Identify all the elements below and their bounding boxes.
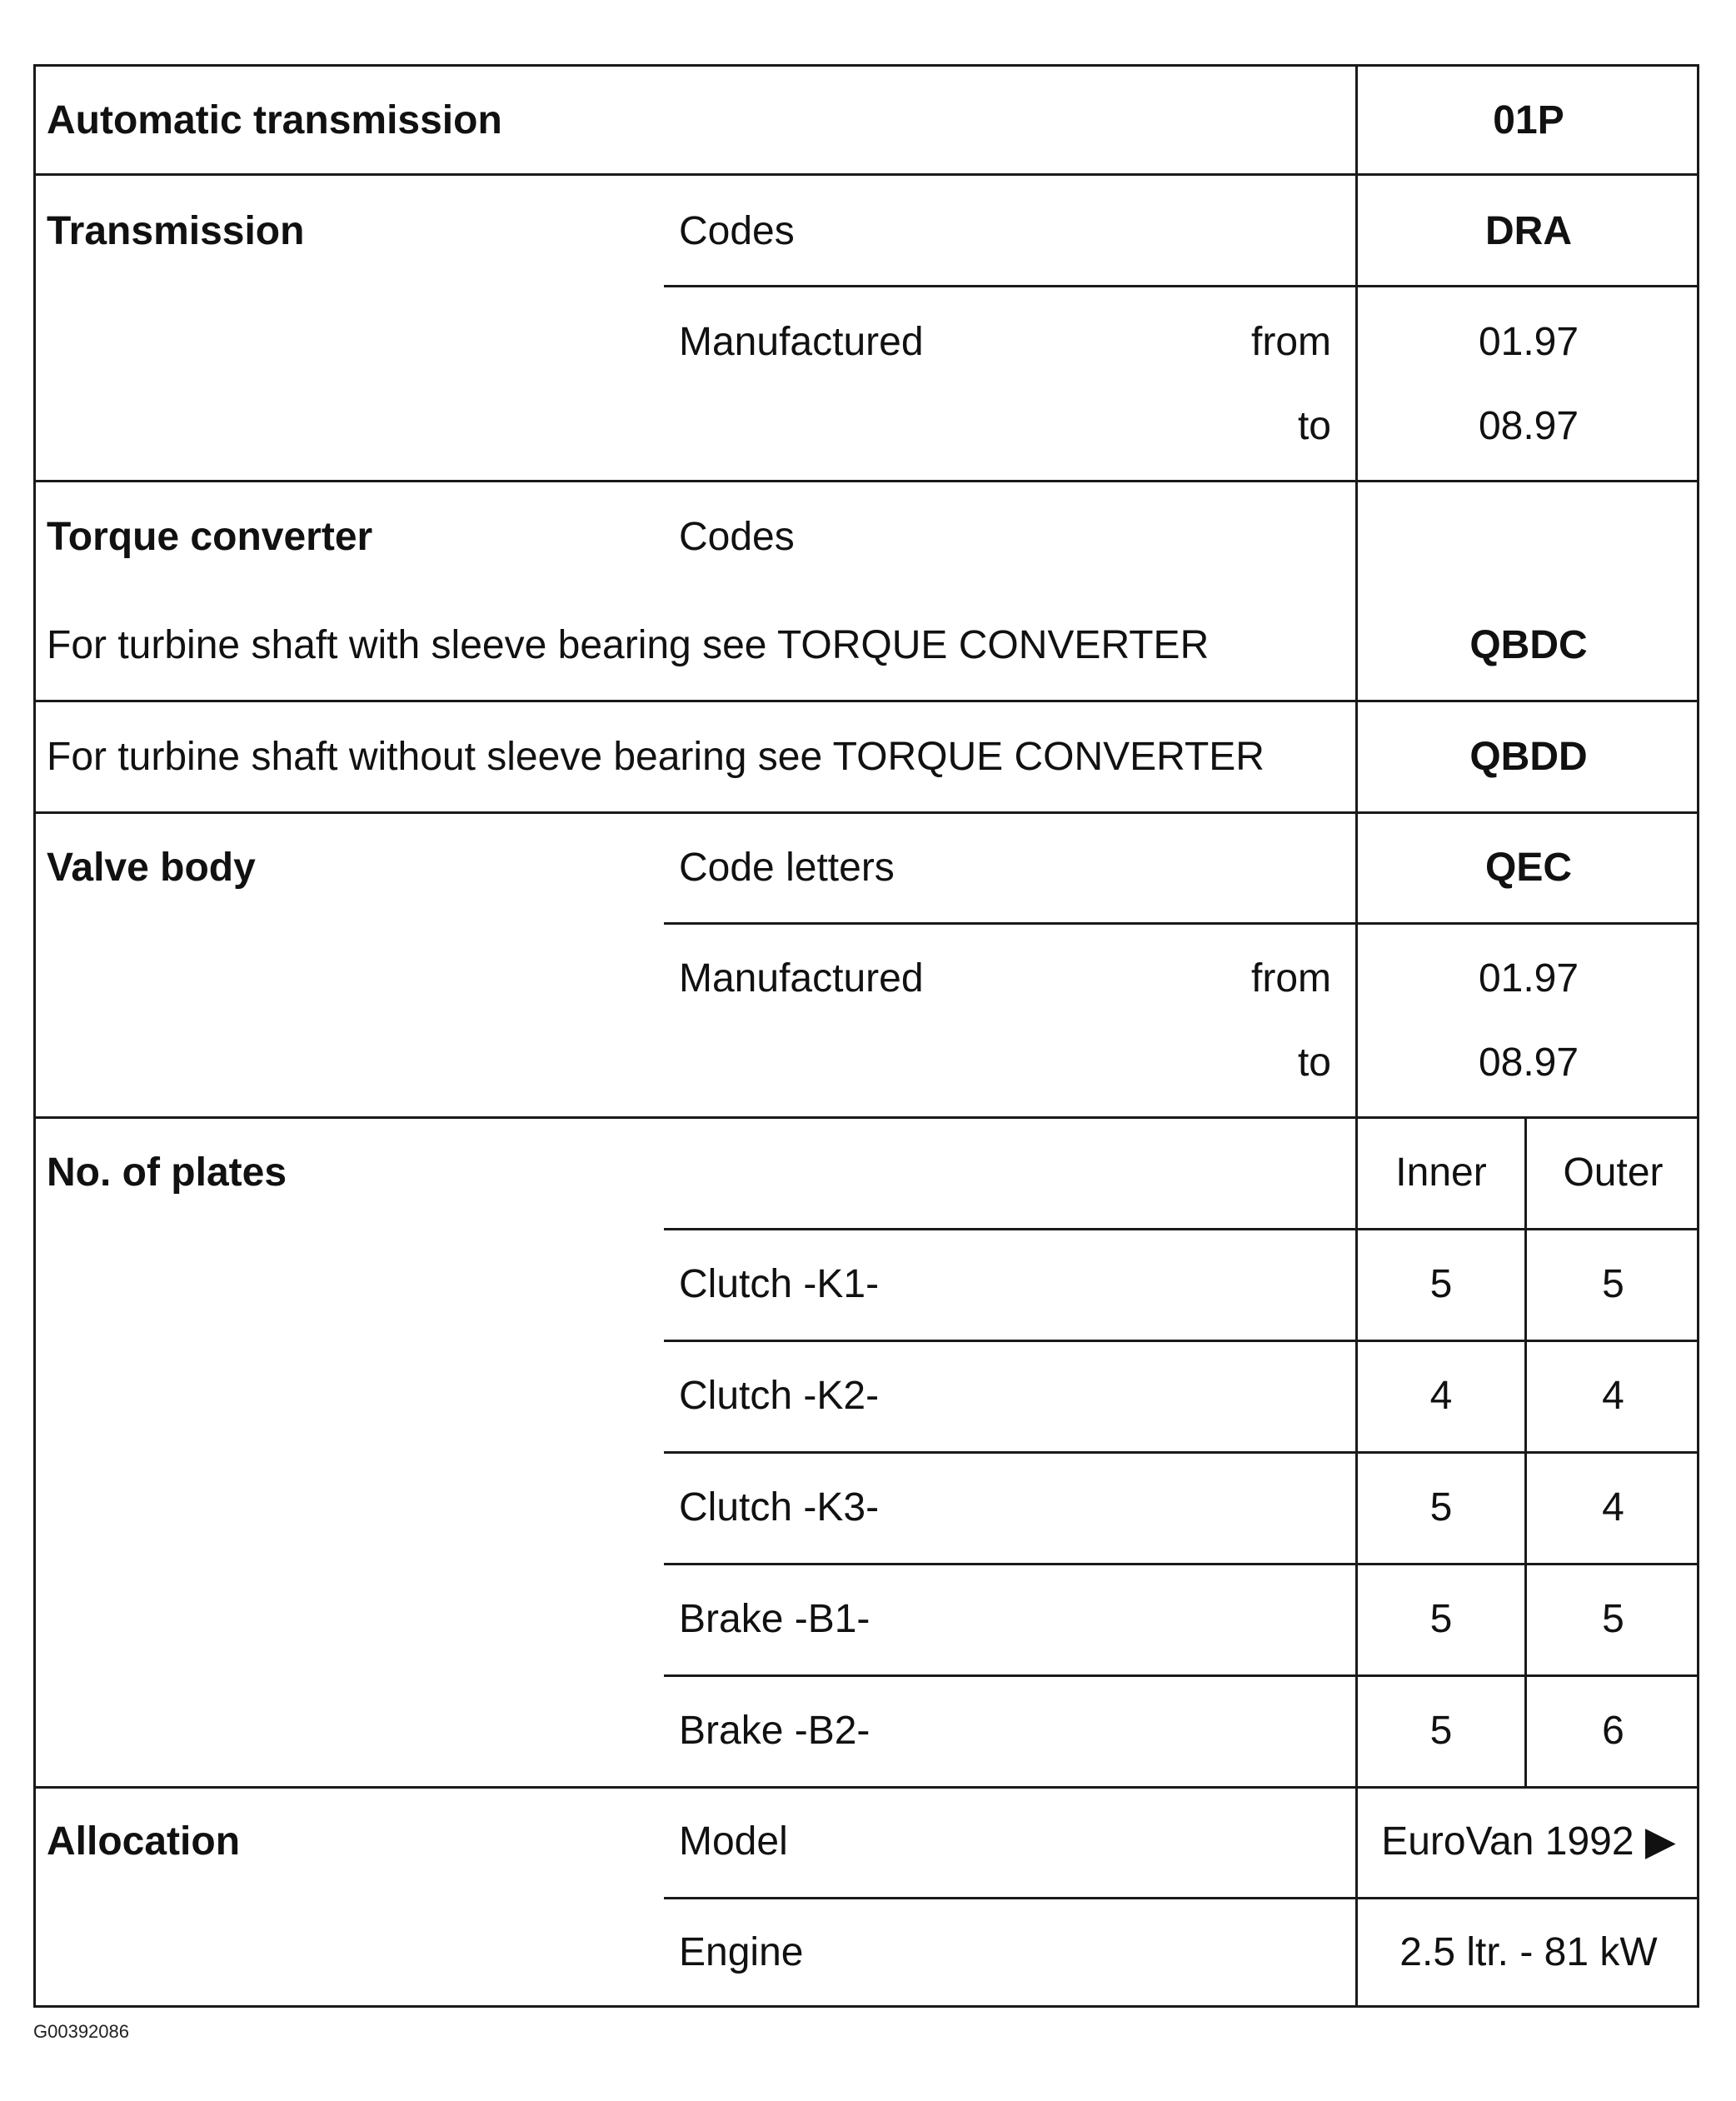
valve-body-from-label: from <box>1251 956 1331 1001</box>
row-divider <box>33 700 1699 702</box>
transmission-from-label: from <box>1251 320 1331 364</box>
row-divider <box>664 1228 1699 1230</box>
transmission-manufactured-label: Manufactured <box>679 320 924 364</box>
row-divider <box>33 173 1699 176</box>
allocation-engine-label: Engine <box>679 1930 804 1974</box>
plate-row-name: Clutch -K2- <box>679 1374 880 1418</box>
valve-body-code-letters-value: QEC <box>1484 846 1572 890</box>
valve-body-code-letters-label: Code letters <box>679 846 895 890</box>
with-sleeve-bearing-code: QBDC <box>1469 623 1588 667</box>
valve-body-label: Valve body <box>47 846 256 890</box>
row-divider <box>664 1674 1699 1677</box>
row-divider <box>33 811 1699 814</box>
row-divider <box>664 1897 1699 1899</box>
transmission-codes-label: Codes <box>679 209 795 253</box>
allocation-model-value: EuroVan 1992 ▶ <box>1381 1819 1676 1864</box>
plate-row-inner: 5 <box>1429 1485 1453 1530</box>
valve-body-from-value: 01.97 <box>1478 956 1579 1001</box>
plate-row-inner: 5 <box>1429 1262 1453 1306</box>
plate-row-inner: 5 <box>1429 1597 1453 1641</box>
row-divider <box>33 480 1699 482</box>
valve-body-to-value: 08.97 <box>1478 1041 1579 1085</box>
row-divider <box>664 1340 1699 1342</box>
row-divider <box>664 922 1699 925</box>
valve-body-to-label: to <box>1297 1041 1331 1085</box>
plate-row-outer: 5 <box>1602 1597 1624 1641</box>
row-divider <box>33 1786 1699 1789</box>
transmission-codes-value: DRA <box>1485 209 1572 253</box>
figure-id: G00392086 <box>33 2021 129 2042</box>
plate-row-name: Brake -B2- <box>679 1709 870 1753</box>
plates-inner-header: Inner <box>1395 1150 1487 1195</box>
torque-converter-label: Torque converter <box>47 515 373 559</box>
plate-row-name: Brake -B1- <box>679 1597 870 1641</box>
transmission-from-value: 01.97 <box>1478 320 1579 364</box>
without-sleeve-bearing-code: QBDD <box>1469 735 1588 779</box>
plate-row-name: Clutch -K3- <box>679 1485 880 1530</box>
transmission-label: Transmission <box>47 209 305 253</box>
plates-label: No. of plates <box>47 1150 287 1195</box>
plate-row-outer: 4 <box>1602 1374 1624 1418</box>
row-divider <box>33 1116 1699 1119</box>
plate-row-outer: 6 <box>1602 1709 1624 1753</box>
without-sleeve-bearing-text: For turbine shaft without sleeve bearing see TORQUE CONVERTER <box>47 735 1265 779</box>
allocation-model-label: Model <box>679 1819 788 1864</box>
table-title: Automatic transmission <box>47 98 502 142</box>
row-divider <box>664 1451 1699 1454</box>
transmission-to-value: 08.97 <box>1478 404 1579 448</box>
with-sleeve-bearing-text: For turbine shaft with sleeve bearing see TORQUE CONVERTER <box>47 623 1210 667</box>
plate-row-inner: 5 <box>1429 1709 1453 1753</box>
allocation-engine-value: 2.5 ltr. - 81 kW <box>1399 1930 1658 1974</box>
valve-body-manufactured-label: Manufactured <box>679 956 924 1001</box>
plate-row-inner: 4 <box>1429 1374 1453 1418</box>
plate-row-outer: 5 <box>1602 1262 1624 1306</box>
plate-row-name: Clutch -K1- <box>679 1262 880 1306</box>
row-divider <box>664 1563 1699 1565</box>
transmission-type-code: 01P <box>1493 98 1564 142</box>
allocation-label: Allocation <box>47 1819 241 1864</box>
torque-converter-codes-label: Codes <box>679 515 795 559</box>
row-divider <box>664 285 1699 287</box>
plates-outer-header: Outer <box>1563 1150 1664 1195</box>
transmission-to-label: to <box>1297 404 1331 448</box>
plate-row-outer: 4 <box>1602 1485 1624 1530</box>
